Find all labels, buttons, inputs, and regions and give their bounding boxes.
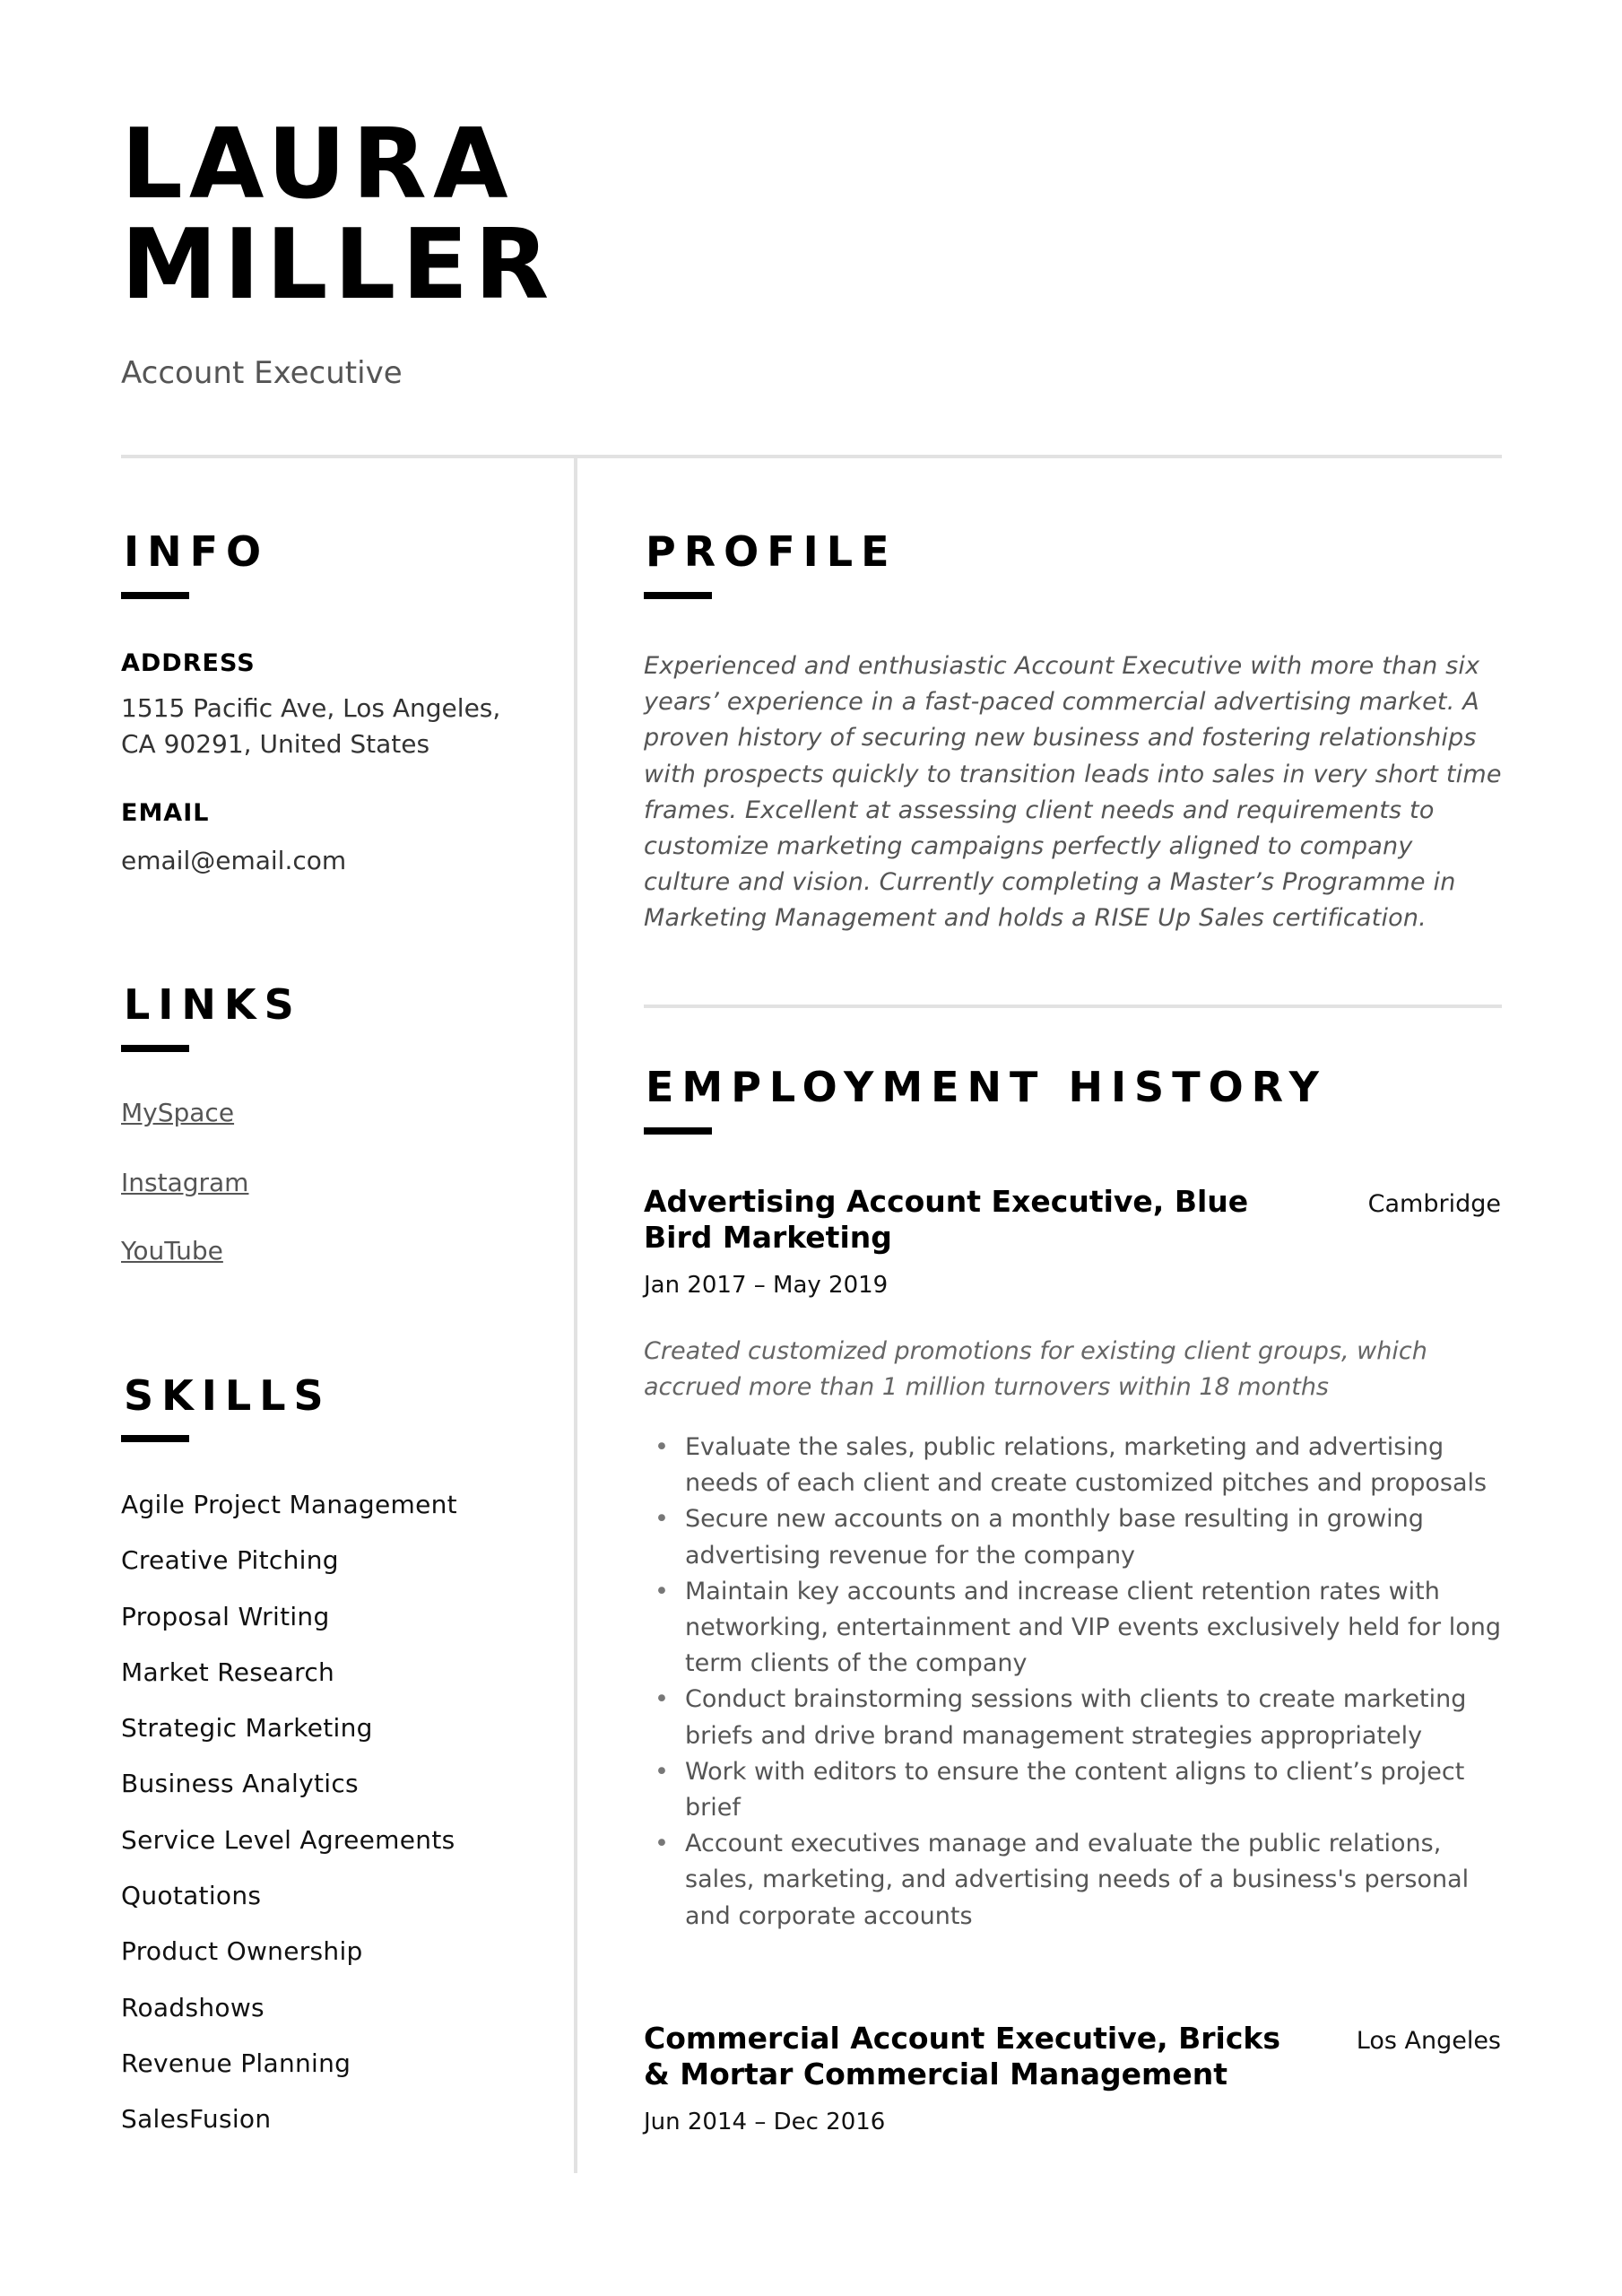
skills-heading: SKILLS <box>124 1371 332 1420</box>
email-label: EMAIL <box>121 799 210 827</box>
skill-item: Revenue Planning <box>121 2048 351 2078</box>
job-bullets-1 <box>644 1430 1505 1935</box>
address-line-1: 1515 Pacific Ave, Los Angeles, <box>121 693 501 723</box>
job-title-1: Advertising Account Executive, Blue Bird Marketing <box>644 1184 1249 1255</box>
address-line-2: CA 90291, United States <box>121 729 430 759</box>
link-youtube[interactable]: YouTube <box>121 1236 223 1265</box>
skill-item: Proposal Writing <box>121 1601 330 1631</box>
candidate-name <box>121 109 556 321</box>
job-location-1: Cambridge <box>1367 1190 1501 1218</box>
list-item: • Work with editors to ensure the content aligns to client’s project brief <box>644 1754 1505 1826</box>
job-summary-1: Created customized promotions for existing client groups, which accrued more than 1 million turnovers within 18 months <box>644 1337 1427 1402</box>
skill-item: Quotations <box>121 1881 262 1911</box>
column-divider <box>574 458 577 2173</box>
list-item: • Evaluate the sales, public relations, marketing and advertising needs of each client and create customized pitches and proposals <box>644 1430 1505 1501</box>
profile-heading: PROFILE <box>646 527 898 576</box>
address-label: ADDRESS <box>121 649 256 677</box>
skill-item: SalesFusion <box>121 2104 272 2135</box>
profile-heading-underline <box>644 592 712 599</box>
header-divider <box>121 455 1502 458</box>
last-name: MILLER <box>121 209 556 321</box>
links-heading: LINKS <box>124 980 302 1029</box>
list-item: • Conduct brainstorming sessions with clients to create marketing briefs and drive brand management strategies appropriately <box>644 1682 1505 1753</box>
skill-item: Roadshows <box>121 1992 265 2022</box>
skill-item: Product Ownership <box>121 1936 363 1967</box>
skills-heading-underline <box>121 1435 189 1442</box>
list-item: • Account executives manage and evaluate the public relations, sales, marketing, and advertising needs of a business's personal and corporate accounts <box>644 1826 1505 1935</box>
links-heading-underline <box>121 1045 189 1052</box>
skill-item: Business Analytics <box>121 1769 359 1799</box>
job-title: Account Executive <box>121 355 403 391</box>
email-value: email@email.com <box>121 846 347 875</box>
job-title-2: Commercial Account Executive, Bricks & Mortar Commercial Management <box>644 2021 1280 2092</box>
section-divider <box>644 1004 1502 1008</box>
first-name: LAURA <box>121 109 515 221</box>
job-location-2: Los Angeles <box>1356 2027 1501 2055</box>
info-heading-underline <box>121 592 189 599</box>
link-instagram[interactable]: Instagram <box>121 1168 249 1197</box>
skill-item: Strategic Marketing <box>121 1713 373 1744</box>
skill-item: Agile Project Management <box>121 1490 457 1519</box>
skill-item: Creative Pitching <box>121 1545 339 1576</box>
profile-summary: Experienced and enthusiastic Account Executive with more than six years’ experience in a fast-paced commercial advertising market. A proven history of securing new business and fostering relationships with prospects quickly to transition leads into sales in very short time frames. Excellent at assessing client needs and requirements to customize marketing campaigns perfectly aligned to company culture and vision. Currently completing a Master’s Programme in Marketing Management and holds a RISE Up Sales certification. <box>644 652 1502 933</box>
employment-heading-underline <box>644 1127 712 1135</box>
info-heading: INFO <box>124 527 270 576</box>
list-item: • Secure new accounts on a monthly base resulting in growing advertising revenue for the company <box>644 1501 1505 1573</box>
list-item: • Maintain key accounts and increase client retention rates with networking, entertainment and VIP events exclusively held for long term clients of the company <box>644 1574 1505 1683</box>
job-dates-2: Jun 2014 – Dec 2016 <box>644 2109 886 2135</box>
skill-item: Service Level Agreements <box>121 1824 455 1855</box>
employment-heading: EMPLOYMENT HISTORY <box>646 1063 1327 1111</box>
link-myspace[interactable]: MySpace <box>121 1098 235 1127</box>
job-dates-1: Jan 2017 – May 2019 <box>644 1272 889 1299</box>
skill-item: Market Research <box>121 1657 335 1687</box>
skills-list <box>121 1487 457 2158</box>
